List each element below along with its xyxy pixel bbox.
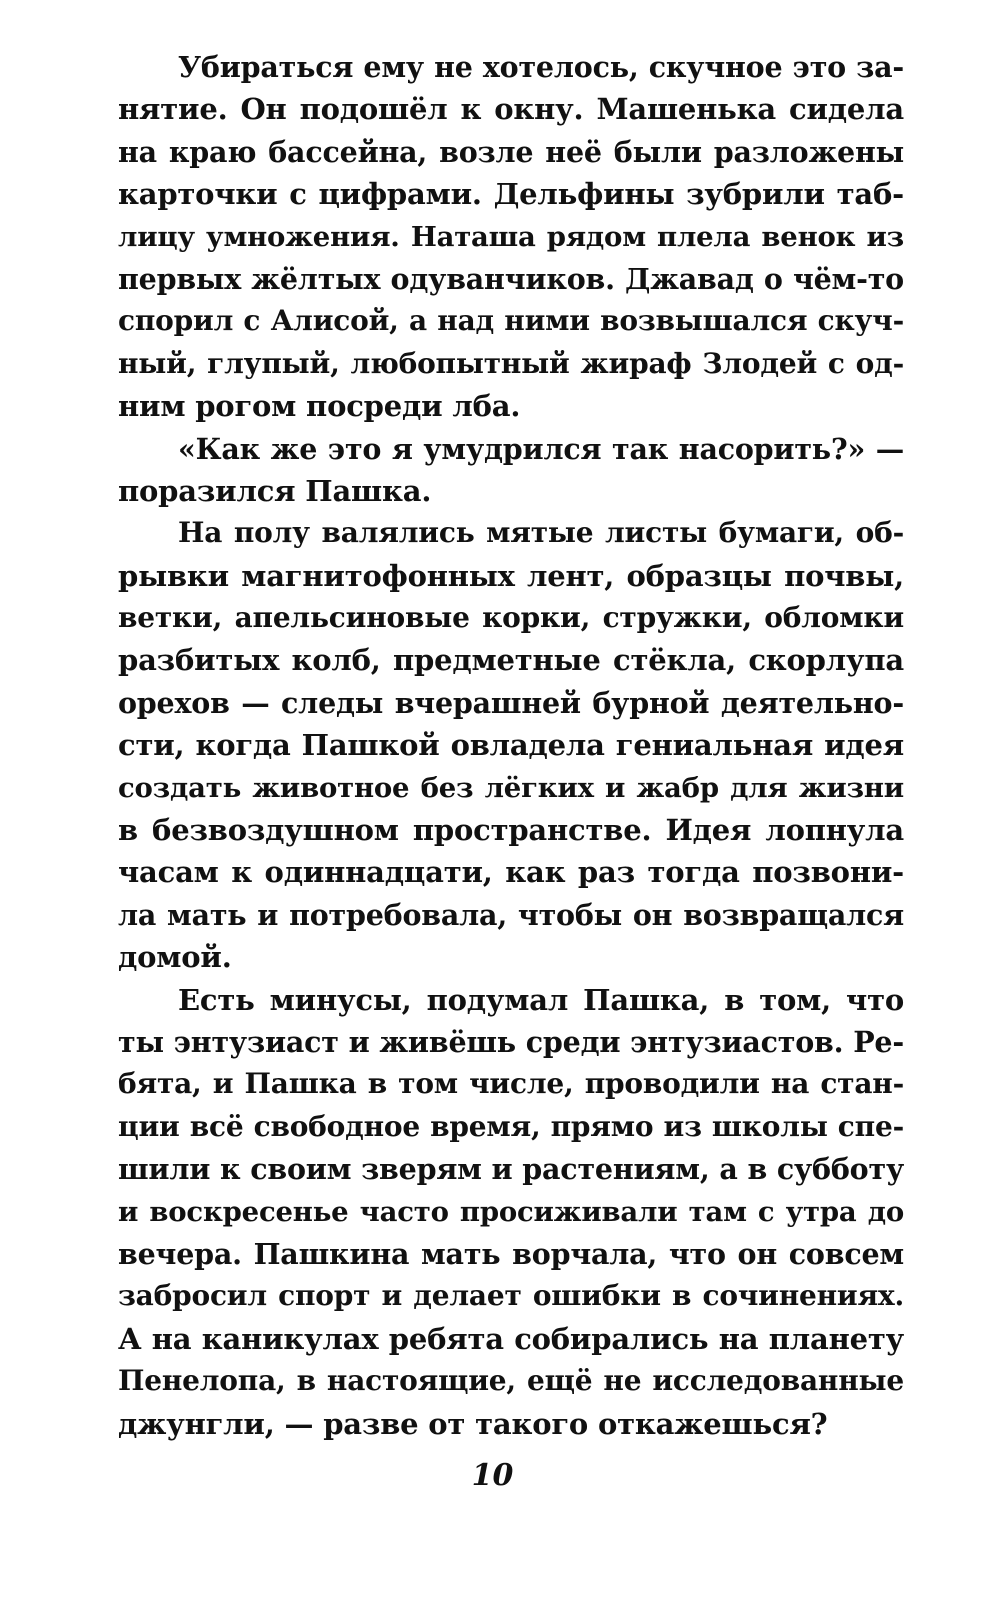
text-line: лицу умножения. Наташа рядом плела венок из (118, 220, 904, 253)
page-text (118, 46, 904, 1445)
text-line: На полу валялись мятые листы бумаги, об- (178, 516, 904, 550)
text-line: орехов — следы вчерашней бурной деятельно- (118, 685, 904, 720)
text-line: рывки магнитофонных лент, образцы почвы, (118, 558, 904, 593)
text-line: спорил с Алисой, а над ними возвышался скуч- (118, 304, 904, 338)
text-line: ты энтузиаст и живёшь среди энтузиастов. Ре- (118, 1024, 904, 1059)
text-line: вечера. Пашкина мать ворчала, что он совсем (118, 1236, 904, 1271)
text-line: шили к своим зверям и растениям, а в субботу (118, 1152, 904, 1187)
text-line: ла мать и потребовала, чтобы он возвращался (118, 897, 904, 932)
text-line: ним рогом посреди лба. (118, 389, 521, 424)
text-line: ный, глупый, любопытный жираф Злодей с од- (118, 346, 904, 380)
text-line: джунгли, — разве от такого откажешься? (118, 1406, 828, 1441)
text-line: сти, когда Пашкой овладела гениальная идея (118, 728, 904, 763)
paragraph-1 (118, 46, 904, 428)
text-line: А на каникулах ребята собирались на планету (118, 1321, 904, 1356)
text-line: бята, и Пашка в том числе, проводили на стан- (118, 1067, 904, 1101)
text-line: и воскресенье часто просиживали там с утра до (118, 1195, 904, 1228)
text-line: часам к одиннадцати, как раз тогда позвони- (118, 855, 904, 890)
text-line: в безвоздушном пространстве. Идея лопнула (118, 813, 904, 848)
paragraph-2 (118, 428, 904, 513)
text-line: карточки с цифрами. Дельфины зубрили таб- (118, 177, 904, 212)
paragraph-4 (118, 979, 904, 1445)
text-line: создать животное без лёгких и жабр для жизни (118, 771, 904, 804)
text-line: ветки, апельсиновые корки, стружки, обломки (118, 601, 904, 635)
text-line: домой. (118, 940, 232, 975)
text-line: поразился Пашка. (118, 473, 432, 508)
text-line: Убираться ему не хотелось, скучное это за- (178, 50, 904, 84)
text-line: первых жёлтых одуванчиков. Джавад о чём-то (118, 261, 904, 296)
text-line: забросил спорт и делает ошибки в сочинениях. (118, 1279, 904, 1313)
text-line: нятие. Он подошёл к окну. Машенька сидела (118, 92, 904, 127)
text-line: Пенелопа, в настоящие, ещё не исследованные (118, 1364, 904, 1398)
text-line: на краю бассейна, возле неё были разложены (118, 134, 904, 169)
text-line: «Как же это я умудрился так насорить?» — (178, 431, 904, 466)
paragraph-3 (118, 512, 904, 978)
page-number: 10 (471, 1458, 514, 1493)
text-line: Есть минусы, подумал Пашка, в том, что (178, 982, 904, 1017)
text-line: ции всё свободное время, прямо из школы спе- (118, 1109, 904, 1143)
text-line: разбитых колб, предметные стёкла, скорлупа (118, 643, 904, 678)
